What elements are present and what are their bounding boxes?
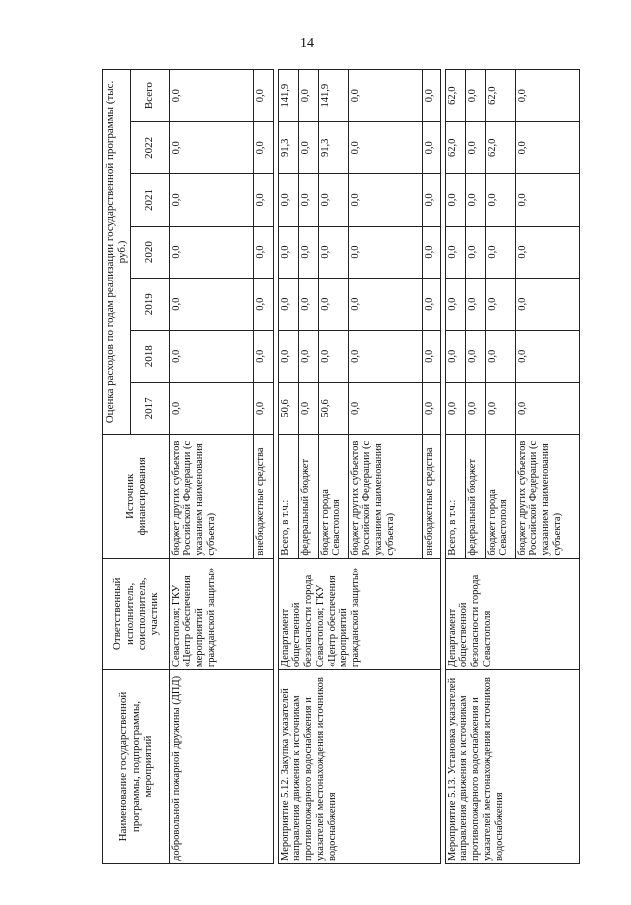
total-value: 62,0 [445, 70, 465, 122]
year-value: 0,0 [515, 330, 579, 382]
year-value: 0,0 [278, 174, 298, 226]
responsible-party: Департамент общественной безопасности города Севастополя [445, 558, 579, 670]
total-value: 0,0 [298, 70, 318, 122]
year-value: 0,0 [298, 226, 318, 278]
total-value: 62,0 [485, 70, 515, 122]
year-value: 0,0 [422, 122, 440, 174]
year-value: 0,0 [465, 122, 485, 174]
year-value: 0,0 [515, 382, 579, 434]
year-value: 62,0 [445, 122, 465, 174]
budget-table [102, 69, 580, 864]
header-year: 2022 [130, 122, 169, 174]
funding-source: бюджет других субъектов Российской Федерации (с указанием наименования субъекта) [515, 434, 579, 558]
program-name: добровольной пожарной дружины (ДПД) [169, 670, 273, 864]
program-name: Мероприятие 5.13. Установка указателей направления движения к источникам противопожарного водоснабжения и указателей местонахождения источников водоснабжения [445, 670, 579, 864]
year-value: 0,0 [278, 226, 298, 278]
year-value: 0,0 [515, 226, 579, 278]
rotated-table-container [102, 69, 602, 864]
year-value: 0,0 [318, 174, 348, 226]
year-value: 0,0 [422, 278, 440, 330]
year-value: 0,0 [278, 330, 298, 382]
header-year: 2018 [130, 330, 169, 382]
year-value: 0,0 [485, 174, 515, 226]
total-value: 0,0 [515, 70, 579, 122]
year-value: 0,0 [465, 330, 485, 382]
year-value: 0,0 [253, 382, 273, 434]
funding-source: федеральный бюджет [298, 434, 318, 558]
year-value: 0,0 [485, 382, 515, 434]
funding-source: внебюджетные средства [253, 434, 273, 558]
total-value: 141,9 [318, 70, 348, 122]
page-number: 14 [300, 36, 314, 51]
table-header [103, 70, 170, 864]
year-value: 0,0 [348, 278, 422, 330]
year-value: 0,0 [169, 330, 253, 382]
year-value: 50,6 [318, 382, 348, 434]
year-value: 0,0 [298, 174, 318, 226]
year-value: 0,0 [485, 226, 515, 278]
year-value: 0,0 [278, 278, 298, 330]
year-value: 0,0 [253, 226, 273, 278]
year-value: 0,0 [422, 174, 440, 226]
year-value: 0,0 [169, 382, 253, 434]
header-year: 2019 [130, 278, 169, 330]
year-value: 0,0 [422, 382, 440, 434]
year-value: 0,0 [348, 330, 422, 382]
header-year: 2017 [130, 382, 169, 434]
header-year: 2020 [130, 226, 169, 278]
table-row [278, 70, 298, 864]
year-value: 0,0 [515, 174, 579, 226]
year-value: 0,0 [465, 278, 485, 330]
year-value: 0,0 [515, 278, 579, 330]
header-responsible: Ответственный исполнитель, соисполнитель, участник [103, 558, 170, 670]
year-value: 0,0 [169, 278, 253, 330]
year-value: 0,0 [422, 226, 440, 278]
year-value: 91,3 [318, 122, 348, 174]
header-estimate: Оценка расходов по годам реализации государственной программы (тыс. руб.) [103, 70, 131, 435]
header-name: Наименование государственной программы, подпрограммы, мероприятий [103, 670, 170, 864]
year-value: 0,0 [445, 174, 465, 226]
funding-source: бюджет города Севастополя [318, 434, 348, 558]
header-year: 2021 [130, 174, 169, 226]
year-value: 0,0 [253, 174, 273, 226]
responsible-party: Департамент общественной безопасности города Севастополя; ГКУ «Центр обеспечения мероприятий гражданской защиты» [278, 558, 440, 670]
year-value: 0,0 [253, 330, 273, 382]
year-value: 0,0 [253, 122, 273, 174]
header-total: Всего [130, 70, 169, 122]
funding-source: федеральный бюджет [465, 434, 485, 558]
year-value: 0,0 [298, 330, 318, 382]
year-value: 0,0 [485, 278, 515, 330]
program-name: Мероприятие 5.12. Закупка указателей направления движения к источникам противопожарного водоснабжения и указателей местонахождения источников водоснабжения [278, 670, 440, 864]
total-value: 0,0 [465, 70, 485, 122]
year-value: 0,0 [515, 122, 579, 174]
year-value: 0,0 [348, 122, 422, 174]
year-value: 0,0 [465, 226, 485, 278]
year-value: 0,0 [298, 382, 318, 434]
funding-source: Всего, в т.ч.: [445, 434, 465, 558]
year-value: 0,0 [445, 278, 465, 330]
year-value: 0,0 [253, 278, 273, 330]
year-value: 0,0 [422, 330, 440, 382]
total-value: 0,0 [422, 70, 440, 122]
year-value: 91,3 [278, 122, 298, 174]
total-value: 141,9 [278, 70, 298, 122]
year-value: 50,6 [278, 382, 298, 434]
year-value: 0,0 [445, 330, 465, 382]
funding-source: Всего, в т.ч.: [278, 434, 298, 558]
total-value: 0,0 [348, 70, 422, 122]
year-value: 0,0 [465, 174, 485, 226]
year-value: 0,0 [298, 278, 318, 330]
year-value: 0,0 [318, 330, 348, 382]
funding-source: внебюджетные средства [422, 434, 440, 558]
year-value: 62,0 [485, 122, 515, 174]
year-value: 0,0 [348, 174, 422, 226]
year-value: 0,0 [348, 226, 422, 278]
year-value: 0,0 [445, 382, 465, 434]
table-body [169, 70, 579, 864]
funding-source: бюджет других субъектов Российской Федерации (с указанием наименования субъекта) [169, 434, 253, 558]
year-value: 0,0 [169, 226, 253, 278]
year-value: 0,0 [169, 122, 253, 174]
year-value: 0,0 [485, 330, 515, 382]
year-value: 0,0 [298, 122, 318, 174]
year-value: 0,0 [348, 382, 422, 434]
funding-source: бюджет города Севастополя [485, 434, 515, 558]
year-value: 0,0 [169, 174, 253, 226]
funding-source: бюджет других субъектов Российской Федерации (с указанием наименования субъекта) [348, 434, 422, 558]
total-value: 0,0 [169, 70, 253, 122]
year-value: 0,0 [318, 226, 348, 278]
header-source: Источник финансирования [103, 434, 170, 558]
responsible-party: Севастополя; ГКУ «Центр обеспечения мероприятий гражданской защиты» [169, 558, 273, 670]
table-row [169, 70, 253, 864]
year-value: 0,0 [465, 382, 485, 434]
total-value: 0,0 [253, 70, 273, 122]
table-row [445, 70, 465, 864]
year-value: 0,0 [318, 278, 348, 330]
year-value: 0,0 [445, 226, 465, 278]
